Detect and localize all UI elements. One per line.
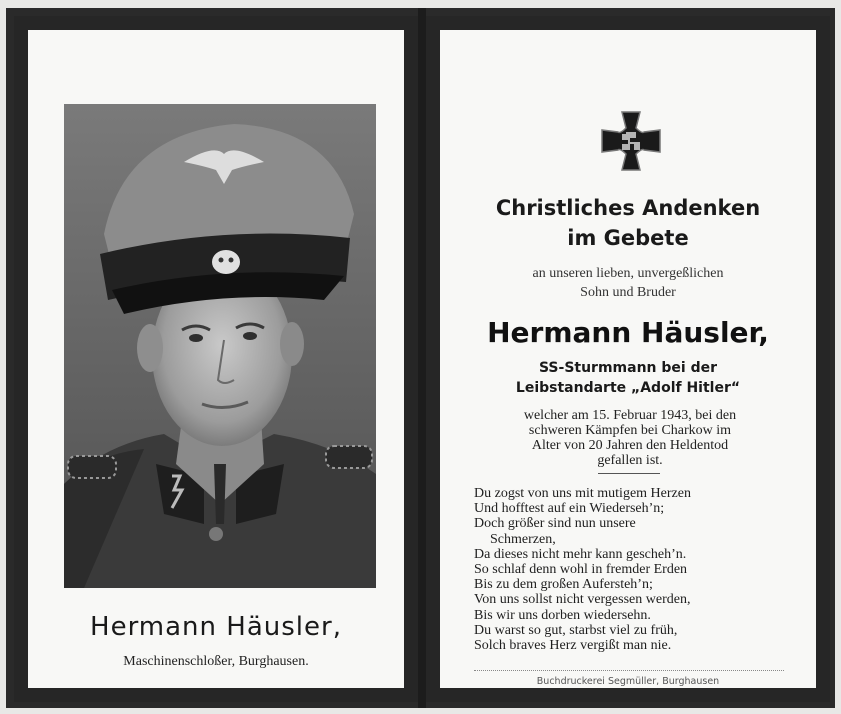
death-text-line: Alter von 20 Jahren den Heldentod — [531, 438, 729, 453]
intro-line-2: Sohn und Bruder — [580, 285, 676, 300]
poem-line: Bis zu dem großen Aufersteh’n; — [474, 577, 653, 593]
right-card — [426, 16, 830, 702]
death-text-line: schweren Kämpfen bei Charkow im — [528, 423, 732, 438]
poem-line: Bis wir uns dorben wiedersehn. — [474, 607, 651, 623]
right-card-inner — [440, 30, 816, 688]
right-card-name: Hermann Häusler, — [487, 316, 769, 349]
poem-line: Von uns sollst nicht vergessen werden, — [474, 592, 691, 608]
death-notice-text — [474, 408, 786, 468]
poem-line: Und hofftest auf ein Wiederseh’n; — [474, 501, 665, 517]
death-text-line: welcher am 15. Februar 1943, bei den — [523, 408, 737, 423]
printer-credit: Buchdruckerei Segmüller, Burghausen — [536, 676, 720, 687]
memorial-poem — [474, 486, 794, 653]
portrait-illustration — [64, 104, 376, 588]
iron-cross-icon — [600, 110, 662, 172]
heading-line-1: Christliches Andenken — [495, 196, 761, 220]
left-card-occupation: Maschinenschloßer, Burghausen. — [123, 654, 309, 669]
poem-line: Doch größer sind nun unsere — [474, 516, 636, 532]
left-card-inner — [28, 30, 404, 688]
left-card-name: Hermann Häusler, — [90, 612, 342, 642]
poem-line: Da dieses nicht mehr kann gescheh’n. — [474, 546, 687, 562]
left-card — [14, 16, 418, 702]
death-text-line: gefallen ist. — [597, 453, 663, 468]
poem-line: Solch braves Herz vergißt man nie. — [474, 638, 672, 654]
poem-line: Schmerzen, — [490, 531, 556, 547]
memorial-card-scan — [6, 8, 835, 708]
fold-gutter — [418, 8, 426, 708]
rank-line-1: SS-Sturmmann bei der — [538, 360, 718, 376]
section-divider — [598, 473, 660, 474]
poem-line: Du warst so gut, starbst viel zu früh, — [474, 622, 678, 638]
heading-line-2: im Gebete — [567, 226, 689, 250]
rank-line-2: Leibstandarte „Adolf Hitler“ — [515, 380, 741, 396]
portrait-photo — [64, 104, 376, 588]
intro-line-1: an unseren lieben, unvergeßlichen — [532, 266, 724, 281]
poem-line: Du zogst von uns mit mutigem Herzen — [474, 486, 691, 501]
poem-line: So schlaf denn wohl in fremder Erden — [474, 562, 688, 578]
footer-divider — [474, 670, 784, 671]
